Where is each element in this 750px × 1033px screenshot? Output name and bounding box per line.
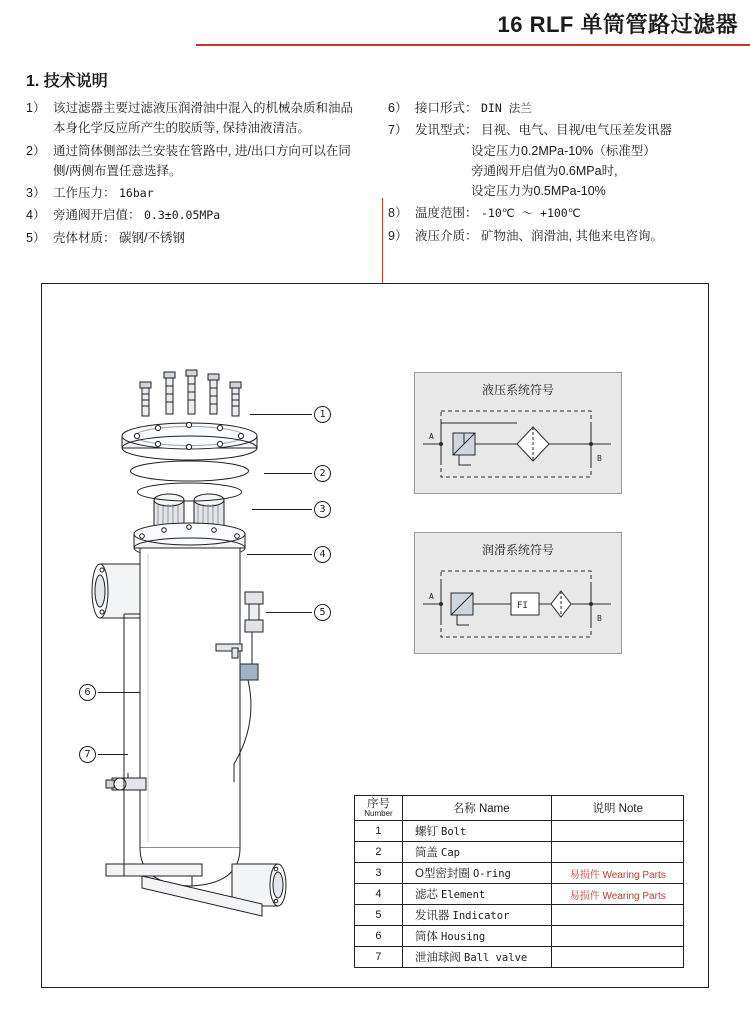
spec-value: 碳钢/不锈钢 bbox=[119, 230, 185, 245]
leader-line-3 bbox=[252, 509, 312, 510]
spec-value: -10℃ ～ +100℃ bbox=[481, 206, 581, 221]
page-header bbox=[0, 0, 750, 52]
table-row: 5 发讯器 Indicator bbox=[355, 905, 684, 926]
leader-line-7 bbox=[98, 754, 128, 755]
page-title bbox=[498, 8, 739, 39]
lubrication-symbol-diagram bbox=[415, 563, 623, 655]
spec-item: 5） 壳体材质： 碳钢/不锈钢 bbox=[26, 230, 185, 245]
table-row: 2 筒盖 Cap bbox=[355, 842, 684, 863]
spec-key: 发讯型式： bbox=[415, 123, 478, 138]
cap-flange bbox=[122, 422, 257, 460]
callout-6: 6 bbox=[79, 684, 96, 701]
spec-item: 2） 通过筒体侧部法兰安装在管路中, 进/出口方向可以在同侧/两侧布置任意选择。 bbox=[26, 143, 351, 178]
bolt-group bbox=[140, 370, 241, 416]
spec-key: 接口形式： bbox=[415, 101, 478, 115]
o-ring bbox=[131, 461, 249, 481]
leader-line-6 bbox=[98, 692, 140, 693]
callout-5: 5 bbox=[314, 604, 331, 621]
table-row: 4 滤芯 Element 易损件 Wearing Parts bbox=[355, 884, 684, 905]
leader-line-1 bbox=[250, 414, 312, 415]
header-cell-note: 说明 Note bbox=[552, 796, 684, 821]
inlet-flange bbox=[92, 564, 140, 618]
spec-column-right bbox=[366, 98, 706, 250]
spec-extra: 旁通阀开启值为0.6MPa时, bbox=[471, 163, 618, 178]
lubrication-port-a-label: A bbox=[429, 592, 434, 601]
leader-line-5 bbox=[266, 612, 312, 613]
lubrication-symbol-title: 润滑系统符号 bbox=[481, 543, 554, 557]
table-row: 3 O型密封圈 O-ring 易损件 Wearing Parts bbox=[355, 863, 684, 884]
callout-1: 1 bbox=[314, 406, 331, 423]
page-title-code: 16 RLF bbox=[497, 12, 574, 37]
spec-item: 7） 发讯型式： 目视、电气、目视/电气压差发讯器 设定压力0.2MPa-10%（标准型） 旁通阀开启值为0.6MPa时, 设定压力为0.5MPa-10% bbox=[388, 120, 696, 201]
hydraulic-port-a-label: A bbox=[429, 432, 434, 441]
spec-value: 0.3±0.05MPa bbox=[144, 208, 221, 223]
spec-column-left bbox=[26, 98, 366, 250]
parts-table bbox=[354, 795, 684, 968]
header-cell-name: 名称 Name bbox=[402, 796, 552, 821]
lubrication-symbol-box bbox=[414, 532, 622, 654]
spec-key: 液压介质： bbox=[415, 228, 478, 243]
leader-line-4 bbox=[247, 554, 312, 555]
callout-4: 4 bbox=[314, 546, 331, 563]
header-rule bbox=[196, 44, 750, 46]
spec-key: 工作压力： bbox=[53, 186, 116, 200]
spec-item: 6） 接口形式： DIN 法兰 bbox=[388, 101, 532, 115]
header-cell-no: 序号 Number bbox=[355, 796, 403, 821]
spec-item: 1） 该过滤器主要过滤液压润滑油中混入的机械杂质和油品本身化学反应所产生的胶质等, 保持油液清洁。 bbox=[26, 101, 354, 136]
spec-item: 3） 工作压力： 16bar bbox=[26, 186, 154, 200]
spec-extra: 设定压力0.2MPa-10%（标准型） bbox=[471, 143, 656, 158]
callout-7: 7 bbox=[79, 746, 96, 763]
hydraulic-symbol-box bbox=[414, 372, 622, 494]
spec-key: 温度范围： bbox=[415, 206, 478, 221]
spec-list bbox=[26, 98, 726, 250]
spec-item: 4） 旁通阀开启值： 0.3±0.05MPa bbox=[26, 208, 221, 223]
housing-body bbox=[140, 548, 240, 886]
leader-line-2 bbox=[264, 473, 312, 474]
table-row: 1 螺钉 Bolt bbox=[355, 821, 684, 842]
hydraulic-port-b-label: B bbox=[597, 454, 602, 463]
spec-item: 8） 温度范围： -10℃ ～ +100℃ bbox=[388, 206, 581, 221]
spec-value: 目视、电气、目视/电气压差发讯器 bbox=[481, 123, 672, 138]
page-title-cn: 单筒管路过滤器 bbox=[580, 12, 738, 37]
table-header-row bbox=[355, 796, 684, 821]
product-figure bbox=[41, 283, 709, 988]
lubrication-port-b-label: B bbox=[597, 614, 602, 623]
spec-value: 16bar bbox=[119, 186, 154, 200]
table-row: 7 泄油球阀 Ball valve bbox=[355, 947, 684, 968]
callout-2: 2 bbox=[314, 465, 331, 482]
spec-extra: 设定压力为0.5MPa-10% bbox=[471, 184, 606, 198]
spec-value: DIN 法兰 bbox=[481, 101, 532, 115]
hydraulic-symbol-diagram bbox=[415, 403, 623, 495]
section-title: 1. 技术说明 bbox=[26, 73, 108, 90]
callout-3: 3 bbox=[314, 501, 331, 518]
spec-item: 9） 液压介质： 矿物油、润滑油, 其他来电咨询。 bbox=[388, 228, 663, 243]
spec-key: 旁通阀开启值： bbox=[53, 208, 141, 223]
spec-value: 矿物油、润滑油, 其他来电咨询。 bbox=[481, 228, 663, 243]
lubrication-meter-label: FI bbox=[517, 601, 528, 611]
hydraulic-symbol-title: 液压系统符号 bbox=[481, 383, 554, 397]
spec-key: 壳体材质： bbox=[53, 230, 116, 245]
table-row: 6 筒体 Housing bbox=[355, 926, 684, 947]
